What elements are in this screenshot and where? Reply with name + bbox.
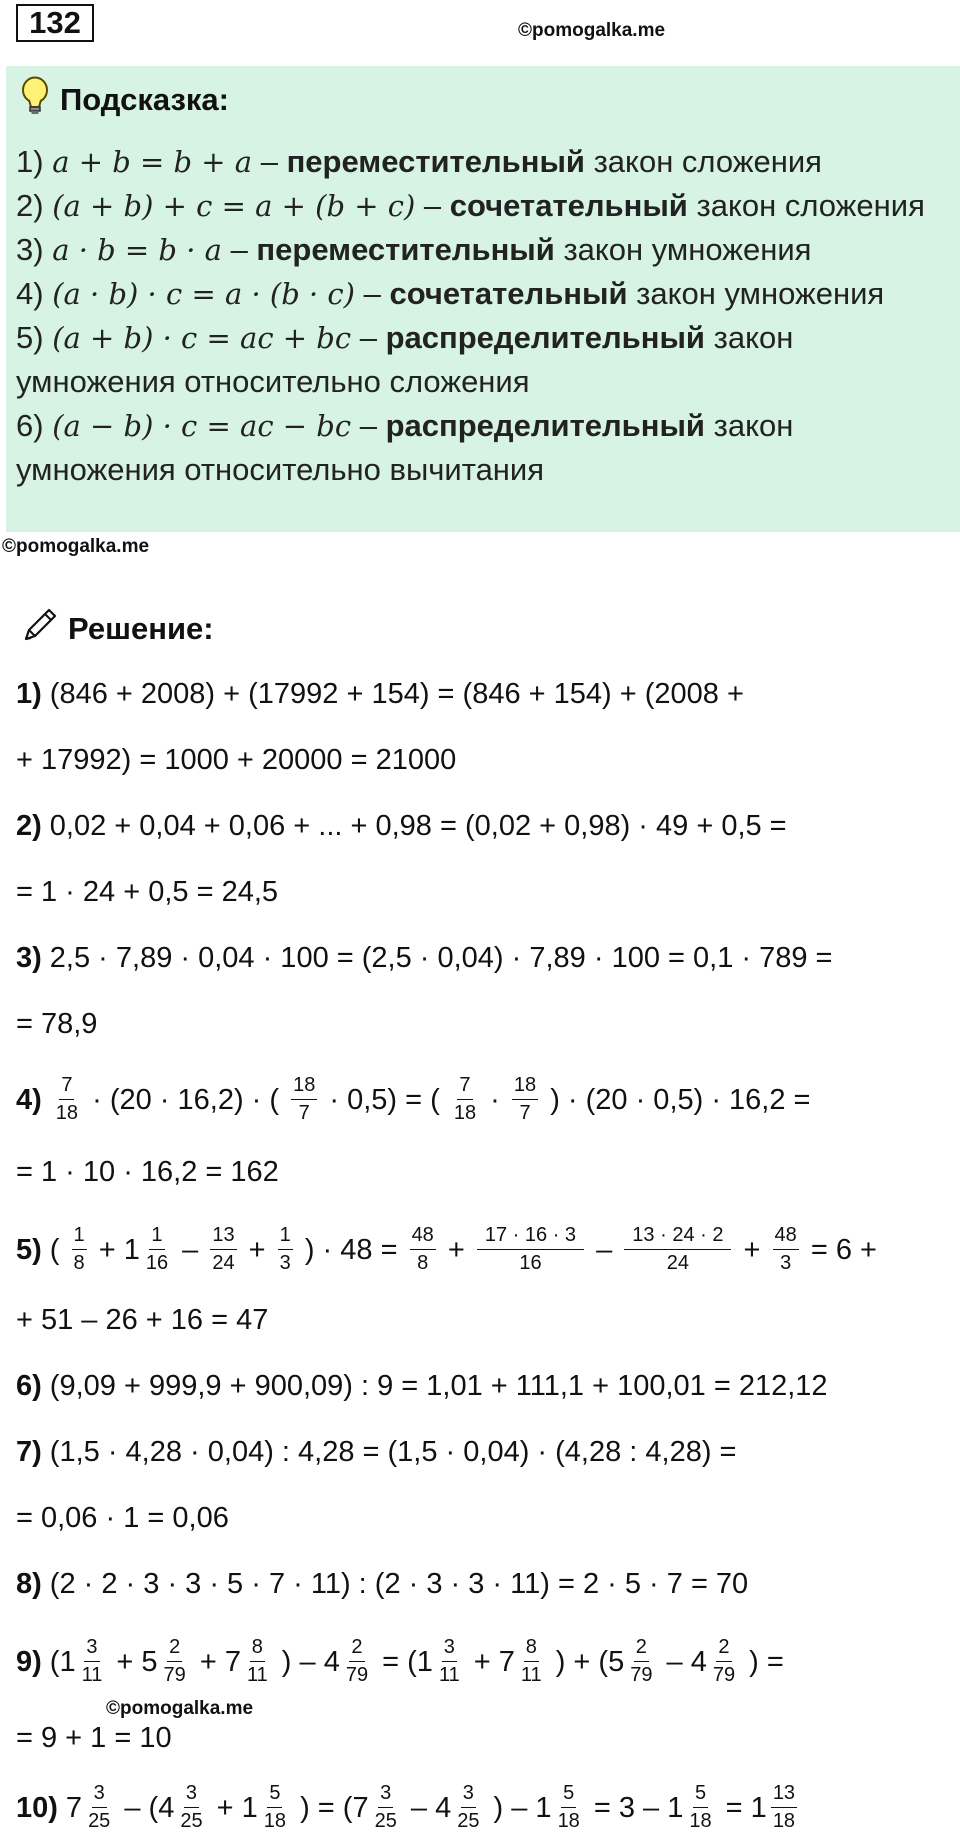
fraction: $\frac{8}{11}$ xyxy=(246,1636,268,1686)
watermark-top: ©pomogalka.me xyxy=(518,20,666,41)
hint-line-7: 6) (a − b) · c = ac − bc – распределительный закон xyxy=(16,408,794,443)
fraction: $\frac{17 \cdot 16 \cdot 3}{16}$ xyxy=(477,1224,584,1275)
lightbulb-icon xyxy=(20,76,50,124)
solution-1-line-1: 1) (846 + 2008) + (17992 + 154) = (846 + 154) + (2008 + xyxy=(16,678,744,710)
solution-4-line-1: 4) $\frac{7}{18}$ · (20 · 16,2) · ( $\frac{18}{7}$ · 0,5) = ( $\frac{7}{18}$ · $\frac{18}{7}$ ) · (20 · 0,5) · 16,2 = xyxy=(16,1074,811,1124)
solution-4-line-2: = 1 · 10 · 16,2 = 162 xyxy=(16,1156,279,1188)
hint-line-1: 1) a + b = b + a – переместительный закон сложения xyxy=(16,144,822,179)
fraction: $\frac{3}{25}$ xyxy=(374,1782,397,1832)
watermark-bottom: ©pomogalka.me xyxy=(106,1698,254,1719)
fraction: $\frac{3}{25}$ xyxy=(180,1782,203,1832)
hint-line-6: умножения относительно сложения xyxy=(16,364,530,399)
solution-7-line-1: 7) (1,5 · 4,28 · 0,04) : 4,28 = (1,5 · 0,04) · (4,28 : 4,28) = xyxy=(16,1436,737,1468)
solution-10-line-1: 10) 7 $\frac{3}{25}$ – (4 $\frac{3}{25}$ + 1 $\frac{5}{18}$ ) = (7 $\frac{3}{25}$ – 4 $\frac{3}{25}$ ) – 1 $\frac{5}{18}$ = 3 – 1 $\frac{5}{18}$ = 1 $\frac{13}{18}$ xyxy=(16,1782,796,1832)
fraction: $\frac{18}{7}$ xyxy=(293,1074,316,1124)
hint-title xyxy=(20,76,229,124)
solution-2-line-1: 2) 0,02 + 0,04 + 0,06 + ... + 0,98 = (0,02 + 0,98) · 49 + 0,5 = xyxy=(16,810,787,842)
fraction: $\frac{1}{8}$ xyxy=(73,1224,85,1274)
solution-9-line-2: = 9 + 1 = 10 xyxy=(16,1722,172,1754)
fraction: $\frac{5}{18}$ xyxy=(689,1782,712,1832)
fraction: $\frac{5}{18}$ xyxy=(557,1782,580,1832)
fraction: $\frac{2}{79}$ xyxy=(712,1636,736,1686)
watermark-mid: ©pomogalka.me xyxy=(2,536,150,557)
fraction: $\frac{3}{11}$ xyxy=(438,1636,460,1686)
hint-line-8: умножения относительно вычитания xyxy=(16,452,545,487)
hint-line-5: 5) (a + b) · c = ac + bc – распределительный закон xyxy=(16,320,794,355)
fraction: $\frac{13}{18}$ xyxy=(772,1782,796,1832)
problem-number: 132 xyxy=(16,4,94,42)
fraction: $\frac{3}{25}$ xyxy=(88,1782,111,1832)
solution-title xyxy=(18,603,214,655)
fraction: $\frac{3}{25}$ xyxy=(457,1782,480,1832)
hint-line-4: 4) (a · b) · c = a · (b · c) – сочетательный закон умножения xyxy=(16,276,885,311)
solution-2-line-2: = 1 · 24 + 0,5 = 24,5 xyxy=(16,876,279,908)
fraction: $\frac{48}{3}$ xyxy=(774,1224,797,1274)
fraction: $\frac{48}{8}$ xyxy=(411,1224,434,1274)
solution-3-line-1: 3) 2,5 · 7,89 · 0,04 · 100 = (2,5 · 0,04) · 7,89 · 100 = 0,1 · 789 = xyxy=(16,942,833,974)
fraction: $\frac{2}{79}$ xyxy=(630,1636,653,1686)
solution-5-line-2: + 51 – 26 + 16 = 47 xyxy=(16,1304,269,1336)
solution-5-line-1: 5) ( $\frac{1}{8}$ + 1 $\frac{1}{16}$ – $\frac{13}{24}$ + $\frac{1}{3}$ ) · 48 = $\frac{48}{8}$ + $\frac{17 \cdot 16 \cdot 3}{16}$ – $\frac{13 \cdot 24 \cdot 2}{24}$ + $\frac{48}{3}$ = 6 + xyxy=(16,1224,877,1274)
solution-8-line-1: 8) (2 · 2 · 3 · 3 · 5 · 7 · 11) : (2 · 3 · 3 · 11) = 2 · 5 · 7 = 70 xyxy=(16,1568,749,1600)
fraction: $\frac{18}{7}$ xyxy=(513,1074,537,1124)
solution-6-line-1: 6) (9,09 + 999,9 + 900,09) : 9 = 1,01 + 111,1 + 100,01 = 212,12 xyxy=(16,1370,828,1402)
fraction: $\frac{13 \cdot 24 \cdot 2}{24}$ xyxy=(624,1224,731,1275)
fraction: $\frac{1}{16}$ xyxy=(145,1224,169,1274)
fraction: $\frac{5}{18}$ xyxy=(263,1782,287,1832)
fraction: $\frac{3}{11}$ xyxy=(81,1636,103,1686)
fraction: $\frac{1}{3}$ xyxy=(279,1224,291,1274)
solution-9-line-1: 9) (1 $\frac{3}{11}$ + 5 $\frac{2}{79}$ + 7 $\frac{8}{11}$ ) – 4 $\frac{2}{79}$ = (1 $\frac{3}{11}$ + 7 $\frac{8}{11}$ ) + (5 $\frac{2}{79}$ – 4 $\frac{2}{79}$ ) = xyxy=(16,1636,784,1686)
fraction: $\frac{13}{24}$ xyxy=(212,1224,235,1274)
fraction: $\frac{2}{79}$ xyxy=(163,1636,186,1686)
fraction: $\frac{2}{79}$ xyxy=(345,1636,369,1686)
solution-1-line-2: + 17992) = 1000 + 20000 = 21000 xyxy=(16,744,457,776)
pencil-icon xyxy=(18,603,62,655)
hint-title-text: Подсказка: xyxy=(60,82,229,117)
fraction: $\frac{7}{18}$ xyxy=(55,1074,79,1124)
solution-3-line-2: = 78,9 xyxy=(16,1008,98,1040)
hint-line-2: 2) (a + b) + c = a + (b + c) – сочетательный закон сложения xyxy=(16,188,925,223)
fraction: $\frac{7}{18}$ xyxy=(453,1074,477,1124)
solution-7-line-2: = 0,06 · 1 = 0,06 xyxy=(16,1502,229,1534)
fraction: $\frac{8}{11}$ xyxy=(520,1636,542,1686)
hint-line-3: 3) a · b = b · a – переместительный закон умножения xyxy=(16,232,812,267)
solution-title-text: Решение: xyxy=(68,611,214,646)
